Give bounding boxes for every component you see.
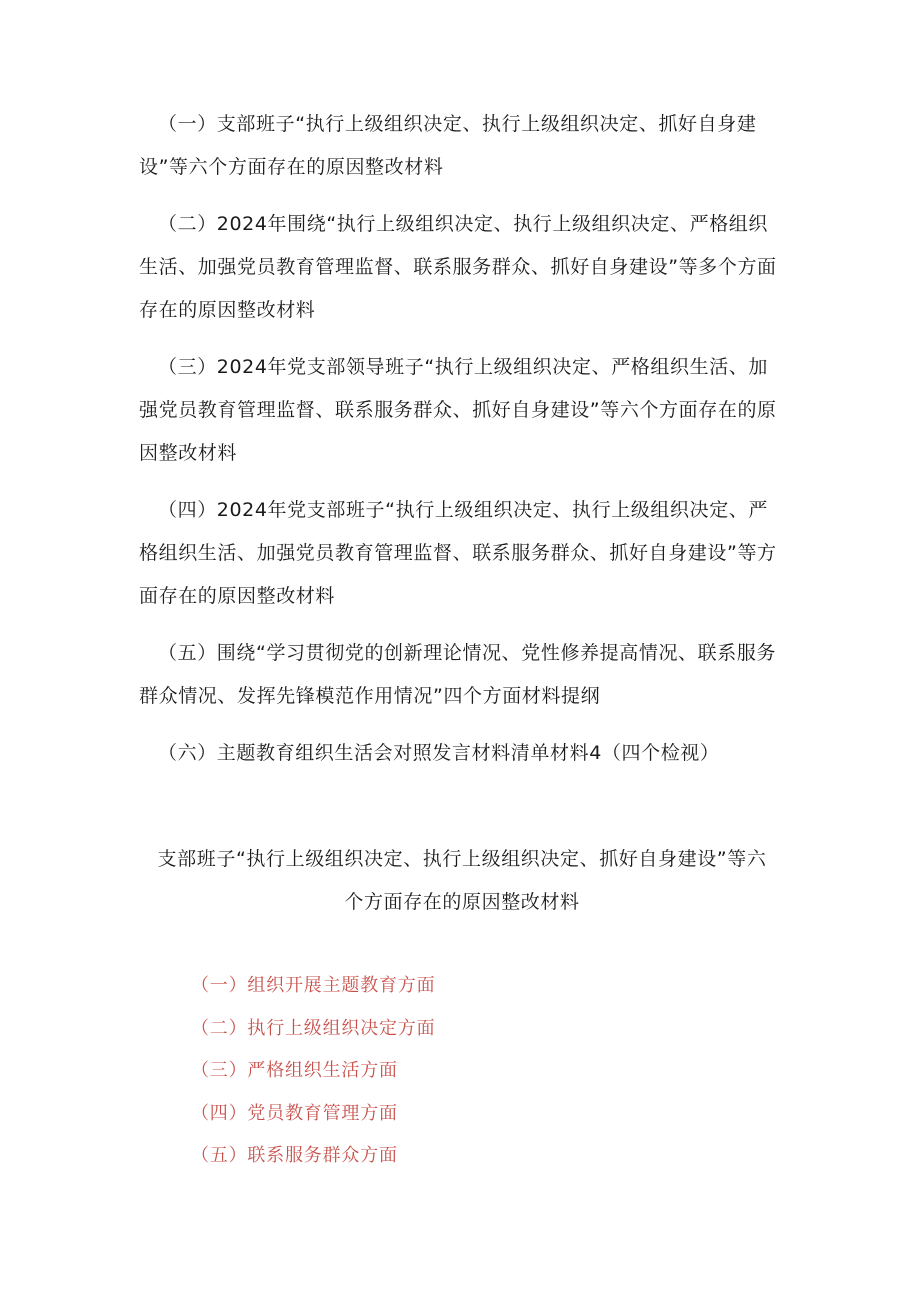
toc-item-5[interactable]: （五）围绕“学习贯彻党的创新理论情况、党性修养提高情况、联系服务群众情况、发挥先锋模范作用情况”四个方面材料提纲 [139,642,777,707]
outline-item-4[interactable]: （四）党员教育管理方面 [191,1102,398,1124]
toc-item-2[interactable]: （二）2024年围绕“执行上级组织决定、执行上级组织决定、严格组织生活、加强党员教育管理监督、联系服务群众、抓好自身建设”等多个方面存在的原因整改材料 [139,213,777,321]
outline-item-5[interactable]: （五）联系服务群众方面 [191,1145,398,1166]
toc-item-6[interactable]: （六）主题教育组织生活会对照发言材料清单材料4（四个检视） [158,742,720,764]
toc-item-3[interactable]: （三）2024年党支部领导班子“执行上级组织决定、严格组织生活、加强党员教育管理监督、联系服务群众、抓好自身建设”等六个方面存在的原因整改材料 [139,356,777,464]
outline-item-1[interactable]: （一）组织开展主题教育方面 [191,975,436,996]
document-title: 支部班子“执行上级组织决定、执行上级组织决定、抓好自身建设”等六个方面存在的原因整改材料 [157,848,767,913]
section-outline [191,965,435,1178]
outline-item-2[interactable]: （二）执行上级组织决定方面 [191,1017,436,1039]
toc-item-4[interactable]: （四）2024年党支部班子“执行上级组织决定、执行上级组织决定、严格组织生活、加强党员教育管理监督、联系服务群众、抓好自身建设”等方面存在的原因整改材料 [139,499,777,607]
toc-item-1[interactable]: （一）支部班子“执行上级组织决定、执行上级组织决定、抓好自身建设”等六个方面存在的原因整改材料 [139,113,757,178]
outline-item-3[interactable]: （三）严格组织生活方面 [191,1060,398,1081]
table-of-contents [139,103,781,775]
